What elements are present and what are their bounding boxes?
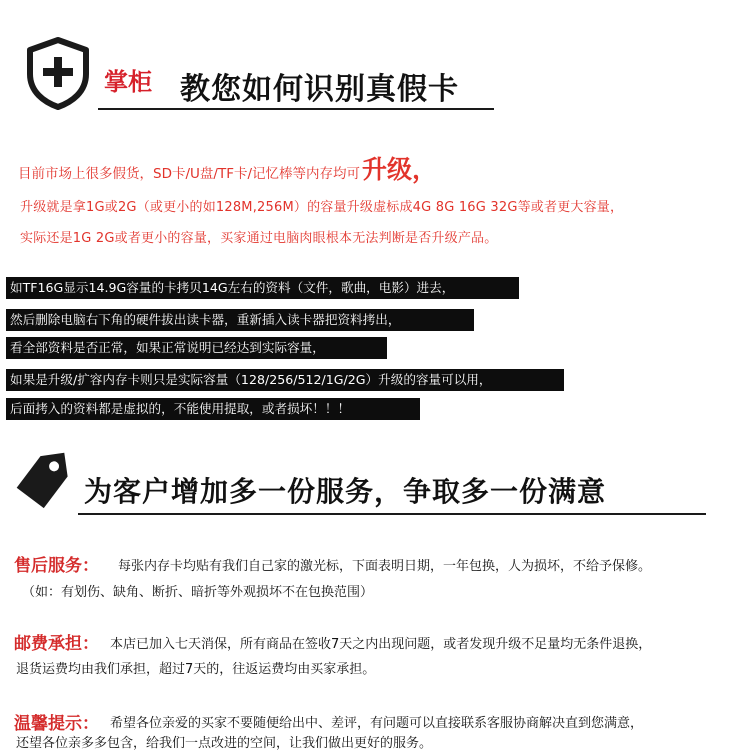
tips-text: 希望各位亲爱的买家不要随便给出中、差评，有问题可以直接联系客服协商解决直到您满意， (110, 716, 644, 731)
after-sales-text: 每张内存卡均贴有我们自己家的激光标，下面表明日期，一年包换，人为损坏，不给予保修。 (118, 559, 652, 574)
highlight-line: 然后删除电脑右下角的硬件拔出读卡器，重新插入读卡器把资料拷出， (6, 309, 474, 331)
shipping-label: 邮费承担： (14, 634, 99, 654)
title-underline (98, 108, 494, 110)
shield-plus-icon (26, 36, 90, 110)
intro-emphasis: 升级， (362, 155, 438, 184)
highlight-line: 看全部资料是否正常，如果正常说明已经达到实际容量， (6, 337, 387, 359)
intro-line-3: 实际还是1G 2G或者更小的容量，买家通过电脑肉眼根本无法判断是否升级产品。 (20, 231, 498, 246)
tips-text-2: 还望各位亲多多包含，给我们一点改进的空间，让我们做出更好的服务。 (16, 736, 433, 751)
highlight-line: 如TF16G显示14.9G容量的卡拷贝14G左右的资料（文件，歌曲，电影）进去， (6, 277, 519, 299)
intro-line-1 (18, 150, 437, 186)
page-title: 教您如何识别真假卡 (180, 72, 459, 107)
price-tag-icon (10, 448, 76, 514)
highlight-line: 后面拷入的资料都是虚拟的，不能使用提取，或者损坏！！！ (6, 398, 420, 420)
section-title: 为客户增加多一份服务，争取多一份满意 (84, 475, 607, 508)
after-sales-label: 售后服务： (14, 556, 99, 576)
title-prefix: 掌柜 (104, 67, 152, 96)
highlight-line: 如果是升级/扩容内存卡则只是实际容量（128/256/512/1G/2G）升级的容量可以用， (6, 369, 564, 391)
intro-line-2: 升级就是拿1G或2G（或更小的如128M,256M）的容量升级虚标成4G 8G 16G 32G等或者更大容量， (20, 200, 624, 215)
intro-line-1-text: 目前市场上很多假货，SD卡/U盘/TF卡/记忆棒等内存均可 (18, 166, 361, 182)
after-sales-note: （如：有划伤、缺角、断折、暗折等外观损坏不在包换范围） (22, 585, 374, 600)
shipping-text: 本店已加入七天消保，所有商品在签收7天之内出现问题，或者发现升级不足量均无条件退换， (110, 637, 652, 652)
tips-label: 温馨提示： (14, 714, 99, 734)
shipping-text-2: 退货运费均由我们承担，超过7天的，往返运费均由买家承担。 (16, 662, 376, 677)
section-underline (78, 513, 706, 515)
